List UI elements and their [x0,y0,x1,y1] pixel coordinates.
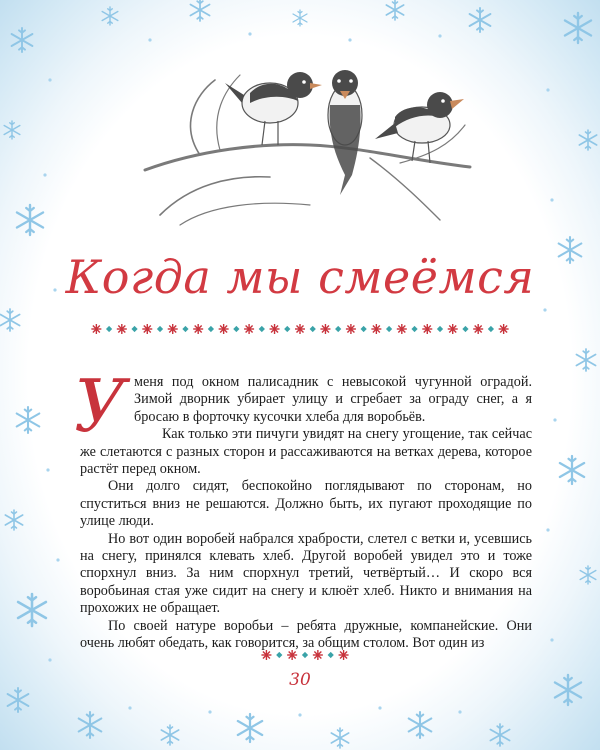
ornament-dot [462,326,468,332]
ornament-star [397,324,407,334]
ornament-star [422,324,432,334]
ornament-star [91,324,101,334]
sparrow-right [375,92,464,163]
paragraph: Но вот один воробей набрался храбрости, слетел с ветки и, усевшись на снегу, принялся клевать хлеб. Другой воробей увидел это и тоже спорхнул вниз. За ним спорхнул третий, четвёртый… И скоро вся воробьиная стая уже сидит на снегу и клюёт хлеб. Никто и внимания на прохожих не обращает. [80,530,532,617]
ornament-dot [437,326,443,332]
ornament-star [448,324,458,334]
ornament-dot [284,326,290,332]
ornament-dot [302,652,308,658]
ornament-dot [157,326,163,332]
ornament-star [142,324,152,334]
ornament-dot [411,326,417,332]
ornament-star [313,650,323,660]
sparrows-on-branch-illustration [140,55,480,235]
ornament-star [346,324,356,334]
paragraph-text: меня под окном палисадник с невысокой чугунной оградой. Зимой дворник убирает улицу и сгребает за ограду снег, а я бросаю в форточку кусочки хлеба для воробьёв. [134,374,532,425]
story-text [74,364,532,653]
ornament-dot [233,326,239,332]
ornament-dot [106,326,112,332]
ornament-star [219,324,229,334]
ornament-star [339,650,349,660]
page-number: 30 [289,670,311,690]
ornament-star [168,324,178,334]
paragraph: Они долго сидят, беспокойно поглядывают по сторонам, но спуститься вниз не решаются. Должно быть, их пугают проходящие по улице люди. [80,478,532,530]
page-number-ornament [260,648,350,662]
ornament-dot [328,652,334,658]
ornament-star [117,324,127,334]
ornament-star [295,324,305,334]
sparrow-middle [328,70,362,195]
ornament-star [244,324,254,334]
ornament-star [270,324,280,334]
ornament-dot [182,326,188,332]
ornament-star [193,324,203,334]
ornament-star [287,650,297,660]
title-ornament-divider [90,322,510,336]
ornament-star [371,324,381,334]
drop-cap: У [74,364,127,448]
ornament-dot [488,326,494,332]
paragraph-first [74,364,532,448]
ornament-star [320,324,330,334]
ornament-dot [208,326,214,332]
sparrow-left [225,72,322,145]
ornament-star [261,650,271,660]
ornament-star [499,324,509,334]
ornament-dot [259,326,265,332]
paragraph: По своей натуре воробьи – ребята дружные, компанейские. Они очень любят обедать, как говорится, за общим столом. Вот один из [80,617,532,652]
ornament-dot [361,326,367,332]
ornament-dot [335,326,341,332]
chapter-title: Когда мы смеёмся [65,250,535,304]
ornament-star [473,324,483,334]
ornament-dot [386,326,392,332]
ornament-dot [131,326,137,332]
ornament-dot [310,326,316,332]
paragraph: Как только эти пичуги увидят на снегу угощение, так сейчас же слетаются с разных сторон и рассаживаются на ветках дерева, которое растёт перед окном. [80,426,532,478]
ornament-dot [276,652,282,658]
